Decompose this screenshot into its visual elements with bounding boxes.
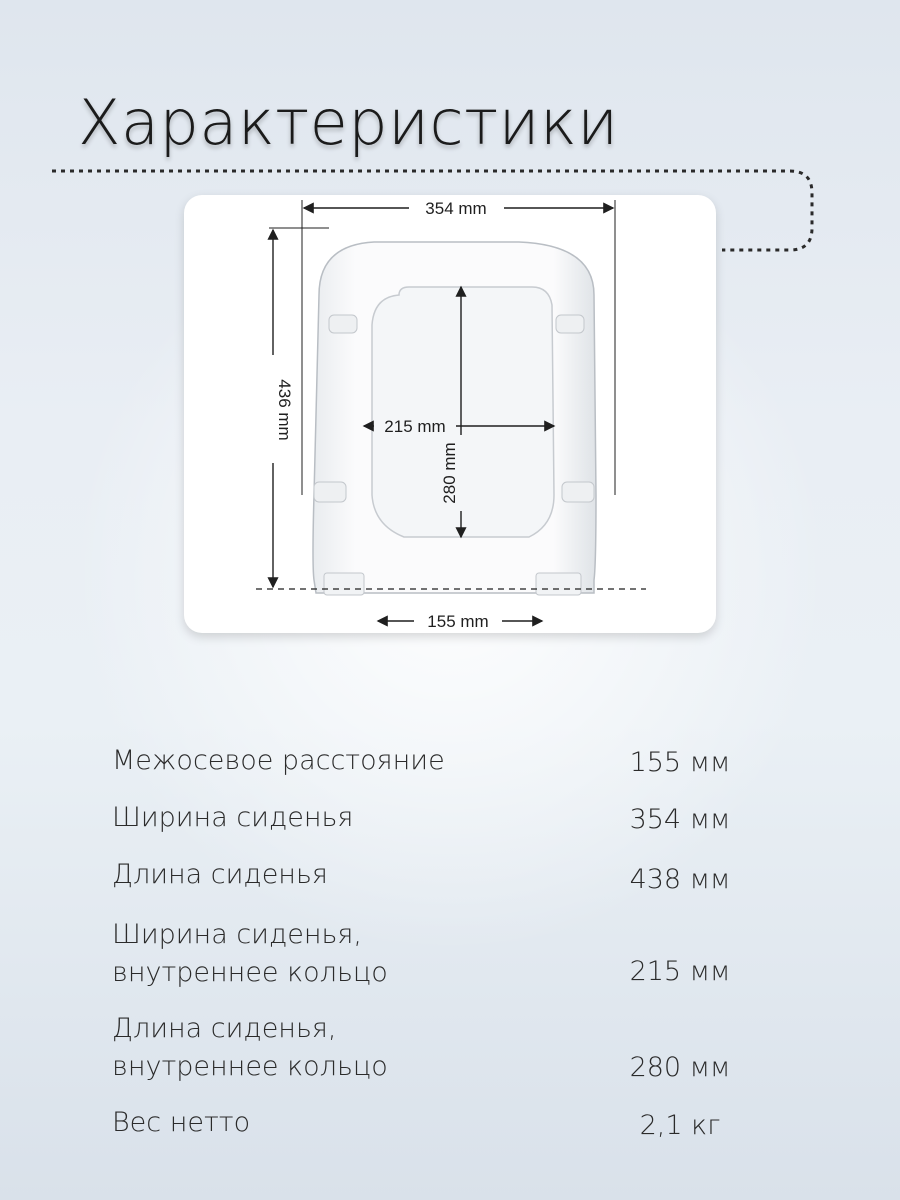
spec-value: 438 мм <box>629 864 731 895</box>
spec-label: Межосевое расстояние <box>112 745 445 776</box>
axis-distance-label: 155 mm <box>427 612 489 631</box>
page-title: Характеристики <box>78 86 619 159</box>
spec-value: 155 мм <box>629 747 731 778</box>
inner-length-dimension-label: 280 mm <box>440 442 459 504</box>
spec-value: 2,1 кг <box>639 1110 721 1141</box>
spec-label: Вес нетто <box>112 1107 251 1138</box>
spec-value: 215 мм <box>629 956 731 987</box>
inner-width-dimension-label: 215 mm <box>384 417 446 436</box>
spec-value: 280 мм <box>629 1052 731 1083</box>
spec-label: Ширина сиденья <box>112 802 354 833</box>
length-dimension-label: 436 mm <box>275 379 294 441</box>
width-dimension-label: 354 mm <box>425 199 487 218</box>
spec-label: Ширина сиденья, внутреннее кольцо <box>112 919 388 988</box>
spec-label: Длина сиденья <box>112 859 328 890</box>
spec-label: Длина сиденья, внутреннее кольцо <box>112 1013 388 1082</box>
spec-value: 354 мм <box>629 804 731 835</box>
